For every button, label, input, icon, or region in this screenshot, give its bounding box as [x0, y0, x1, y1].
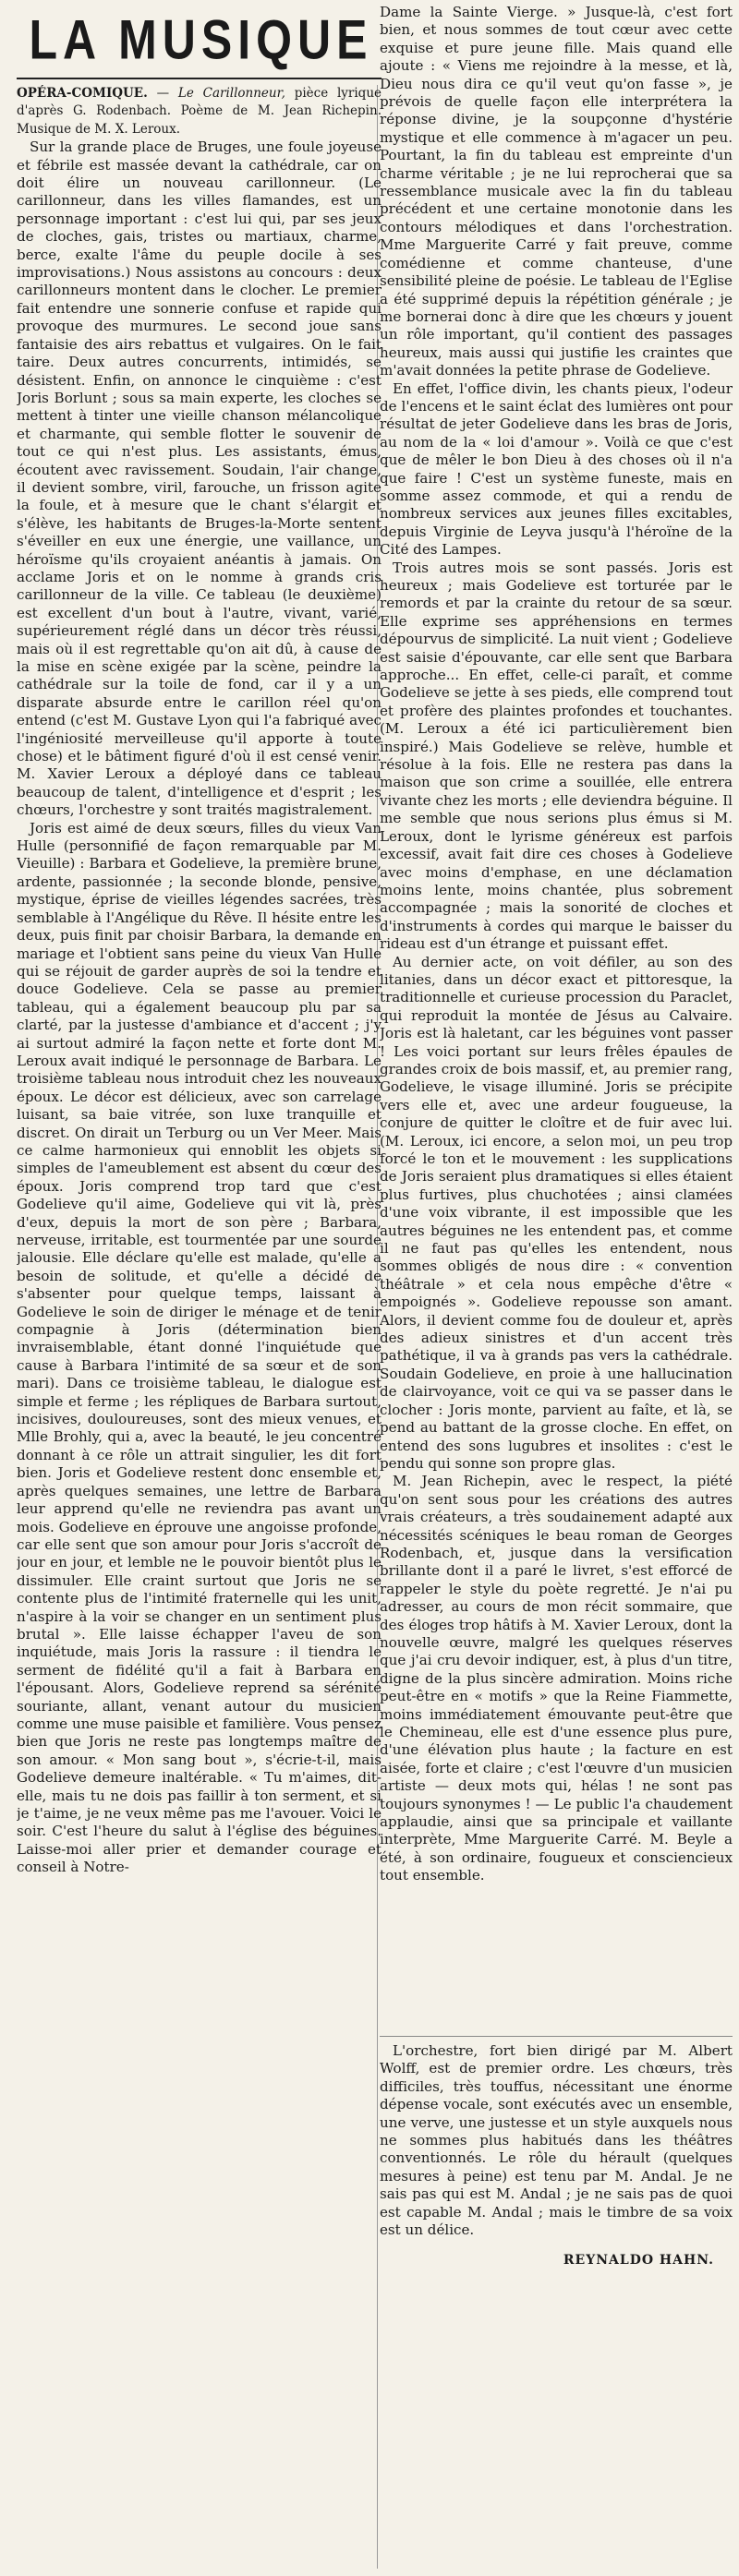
review-paragraph: Sur la grande place de Bruges, une foule joyeuse et fébrile est massée devant la cathédrale, car on doit élire un nouveau carillonneur. (Le carillonneur, dans les villes flamandes, est un personnage important : c'est lui qui, par ses jeux de cloches, gais, tristes ou martiaux, charme, berce, exalte l'âme du peuple docile à ses improvisations.) Nous assistons au concours : deux carillonneurs montent dans le clocher. Le premier fait entendre une sonnerie confuse et rapide qui provoque des murmures. Le second joue sans fantaisie des airs rebattus et vulgaires. On le fait taire. Deux autres concurrents, intimidés, se désistent. Enfin, on annonce le cinquième : c'est Joris Borlunt ; sous sa main experte, les cloches se mettent à tinter une vieille chanson mélancolique et charmante, qui semble flotter le souvenir de tout ce qui n'est plus. Les assistants, émus, écoutent avec ravissement. Soudain, l'air change, il devient sombre, viril, farouche, un frisson agite la foule, et à mesure que le chant s'élargit et s'élève, les habitants de Bruges-la-Morte sentent s'éveiller en eux une énergie, une vaillance, un héroïsme qu'ils croyaient anéantis à jamais. On acclame Joris et on le nomme à grands cris carillonneur de la ville. Ce tableau (le deuxième) est excellent d'un bout à l'autre, vivant, varié, supérieurement réglé dans un décor très réussi, mais où il est regrettable qu'on ait dû, à cause de la mise en scène exigée par la scène, peindre la cathédrale sur la toile de fond, car il y a un disparate absurde entre le carillon réel qu'on entend (c'est M. Gustave Lyon qui l'a fabriqué avec l'ingéniosité merveilleuse qu'il apporte à toute chose) et le bâtiment figuré d'où il est censé venir. M. Xavier Leroux a déployé dans ce tableau beaucoup de talent, d'intelligence et d'esprit ; les chœurs, l'orchestre y sont traités magistralement.	[17, 138, 382, 819]
closing-block	[380, 2042, 733, 2559]
left-column	[17, 85, 382, 2569]
section-rule	[380, 2036, 733, 2037]
review-paragraph: En effet, l'office divin, les chants pieux, l'odeur de l'encens et le saint éclat des lumières ont pour résultat de jeter Godelieve dans les bras de Joris, au nom de la « loi d'amour ». Voilà ce que c'est que de mêler le bon Dieu à des choses où il n'a que faire ! C'est un système funeste, mais en somme assez commode, et qui a rendu de nombreux services aux jeunes filles excitables, depuis Virginie de Leyva jusqu'à l'héroïne de la Cité des Lampes.	[380, 379, 733, 559]
review-paragraph: M. Jean Richepin, avec le respect, la piété qu'on sent sous pour les créations des autres vrais créateurs, a très soudainement adapté aux nécessités scéniques le beau roman de Georges Rodenbach, et, jusque dans la versification brillante dont il a paré le livret, s'est efforcé de rappeler le style du poète regretté. Je n'ai pu adresser, au cours de mon récit sommaire, que des éloges trop hâtifs à M. Xavier Leroux, dont la nouvelle œuvre, malgré les quelques réserves que j'ai cru devoir indiquer, est, à plus d'un titre, digne de la plus sincère admiration. Moins riche peut-être en « motifs » que la Reine Fiammette, moins immédiatement émouvante peut-être que le Chemineau, elle est d'une essence plus pure, d'une élévation plus haute ; la facture en est aisée, forte et claire ; c'est l'œuvre d'un musicien artiste — deux mots qui, hélas ! ne sont pas toujours synonymes ! — Le public l'a chaudement applaudie, ainsi que sa principale et vaillante interprète, Mme Marguerite Carré. M. Beyle a été, à son ordinaire, fougueux et consciencieux tout ensemble.	[380, 1473, 733, 1884]
page-title: LA MUSIQUE	[29, 8, 373, 71]
right-column	[380, 4, 733, 2031]
review-header: OPÉRA-COMIQUE. — Le Carillonneur, pièce lyrique d'après G. Rodenbach. Poème de M. Jean Richepin. Musique de M. X. Leroux.	[17, 86, 382, 137]
review-paragraph: Au dernier acte, on voit défiler, au son des litanies, dans un décor exact et pittoresque, la traditionnelle et curieuse procession du Paraclet, qui reproduit la montée de Jésus au Calvaire. Joris est là haletant, car les béguines vont passer ! Les voici portant sur leurs frêles épaules de grandes croix de bois massif, et, au premier rang, Godelieve, le visage illuminé. Joris se précipite vers elle et, avec une ardeur fougueuse, la conjure de quitter le cloître et de fuir avec lui. (M. Leroux, ici encore, a selon moi, un peu trop forcé le ton et le mouvement : les supplications de Joris seraient plus dramatiques si elles étaient plus furtives, plus chuchotées ; ainsi clamées d'une voix vibrante, il est impossible que les autres béguines ne les entendent pas, et comme il ne faut pas qu'elles les entendent, nous sommes obligés de nous dire : « convention théâtrale » et cela nous empêche d'être « empoignés ». Godelieve repousse son amant. Alors, il devient comme fou de douleur et, après des adieux sinistres et d'un accent très pathétique, il va à grands pas vers la cathédrale. Soudain Godelieve, en proie à une hallucination de clairvoyance, voit ce qui va se passer dans le clocher : Joris monte, parvient au faîte, et là, se pend au battant de la grosse cloche. En effet, on entend des sons lugubres et insolites : c'est le pendu qui sonne son propre glas.	[380, 953, 733, 1472]
review-paragraph: Trois autres mois se sont passés. Joris est heureux ; mais Godelieve est torturée par le remords et par la crainte du retour de sa sœur. Elle exprime ses appréhensions en termes dépourvus de simplicité. La nuit vient ; Godelieve est saisie d'épouvante, car elle sent que Barbara approche... En effet, celle-ci paraît, et comme Godelieve se jette à ses pieds, elle comprend tout et profère des plaintes profondes et touchantes. (M. Leroux a été ici particulièrement bien inspiré.) Mais Godelieve se relève, humble et résolue à la fois. Elle ne restera pas dans la maison que son crime a souillée, elle entrera vivante chez les morts ; elle deviendra béguine. Il me semble que nous serions plus émus si M. Leroux, dont le lyrisme généreux est parfois excessif, avait fait dire ces choses à Godelieve avec moins d'emphase, en une déclamation moins lente, moins chantée, plus sobrement accompagnée ; mais la sonorité de cloches et d'instruments à cordes qui marque le baisser du rideau est d'un étrange et puissant effet.	[380, 559, 733, 953]
author-signature: REYNALDO HAHN.	[563, 2253, 714, 2269]
title-rule	[17, 78, 382, 79]
work-credits: pièce lyrique d'après G. Rodenbach. Poème de M. Jean Richepin. Musique de M. X. Leroux.	[17, 86, 382, 137]
review-paragraph: Dame la Sainte Vierge. » Jusque-là, c'est fort bien, et nous sommes de tout cœur avec cette exquise et pure jeune fille. Mais quand elle ajoute : « Viens me rejoindre à la messe, et là, Dieu nous dira ce qu'il veut qu'on fasse », je prévois de quelle façon elle interprétera la réponse divine, je la soupçonne d'hystérie mystique et elle commence à m'agacer un peu. Pourtant, la fin du tableau est empreinte d'un charme véritable ; je ne lui reprocherai que sa ressemblance musicale avec la fin du tableau précédent et une certaine monotonie dans les contours mélodiques et dans l'orchestration. Mme Marguerite Carré y fait preuve, comme comédienne et comme chanteuse, d'une sensibilité pleine de poésie. Le tableau de l'Eglise a été supprimé depuis la répétition générale ; je me bornerai donc à dire que les chœurs y jouent un rôle important, qu'il contient des passages heureux, mais aussi qui justifie les craintes que m'avait données la petite phrase de Godelieve.	[380, 4, 733, 379]
venue-name: OPÉRA-COMIQUE.	[17, 86, 148, 101]
review-paragraph: Joris est aimé de deux sœurs, filles du vieux Van Hulle (personnifié de façon remarquable par M. Vieuille) : Barbara et Godelieve, la première brune, ardente, passionnée ; la seconde blonde, pensive, mystique, éprise de vieilles légendes sacrées, très semblable à l'Angélique du Rêve. Il hésite entre les deux, puis finit par choisir Barbara, la demande en mariage et l'obtient sans peine du vieux Van Hulle qui se réjouit de garder auprès de soi la tendre et douce Godelieve. Cela se passe au premier tableau, qui a également beaucoup plu par sa clarté, par la justesse d'ambiance et d'accent ; j'y ai surtout admiré la façon nette et forte dont M. Leroux avait indiqué le personnage de Barbara. Le troisième tableau nous introduit chez les nouveaux époux. Le décor est délicieux, avec son carrelage luisant, sa baie vitrée, son luxe tranquille et discret. On dirait un Terburg ou un Ver Meer. Mais ce calme harmonieux qui ennoblit les objets si simples de l'ameublement est absent du cœur des époux. Joris comprend trop tard que c'est Godelieve qu'il aime, Godelieve qui vit là, près d'eux, depuis la mort de son père ; Barbara, nerveuse, irritable, est tourmentée par une sourde jalousie. Elle déclare qu'elle est malade, qu'elle a besoin de solitude, et qu'elle a décidé de s'absenter pour quelque temps, laissant à Godelieve le soin de diriger le ménage et de tenir compagnie à Joris (détermination bien invraisemblable, étant donné l'inquiétude que cause à Barbara l'intimité de sa sœur et de son mari). Dans ce troisième tableau, le dialogue est simple et ferme ; les répliques de Barbara surtout, incisives, douloureuses, sont des mieux venues, et Mlle Brohly, qui a, avec la beauté, le jeu concentré donnant à ce rôle un attrait singulier, les dit fort bien. Joris et Godelieve restent donc ensemble et, après quelques semaines, une lettre de Barbara leur apprend qu'elle ne reviendra pas avant un mois. Godelieve en éprouve une angoisse profonde, car elle sent que son amour pour Joris s'accroît de jour en jour, et lemble ne le pouvoir bientôt plus le dissimuler. Elle craint surtout que Joris ne se contente plus de l'intimité fraternelle qui les unit, n'aspire à la voir se changer en un sentiment plus brutal ». Elle laisse échapper l'aveu de son inquiétude, mais Joris la rassure : il tiendra le serment de fidélité qu'il a fait à Barbara en l'épousant. Alors, Godelieve reprend sa sérénité souriante, allant, venant autour du musicien comme une muse paisible et familière. Vous pensez bien que Joris ne reste pas longtemps maître de son amour. « Mon sang bout », s'écrie-t-il, mais Godelieve demeure inaltérable. « Tu m'aimes, dit-elle, mais tu ne dois pas faillir à ton serment, et si je t'aime, je ne veux même pas me l'avouer. Voici le soir. C'est l'heure du salut à l'église des béguines. Laisse-moi aller prier et demander courage et conseil à Notre-	[17, 819, 382, 1876]
work-title: Le Carillonneur,	[177, 86, 285, 101]
review-paragraph: L'orchestre, fort bien dirigé par M. Albert Wolff, est de premier ordre. Les chœurs, très difficiles, très touffus, nécessitant une énorme dépense vocale, sont exécutés avec un ensemble, une verve, une justesse et un style auxquels nous ne sommes plus habitués dans les théâtres conventionnés. Le rôle du hérault (quelques mesures à peine) est tenu par M. Andal. Je ne sais pas qui est M. Andal ; je ne sais pas de quoi est capable M. Andal ; mais le timbre de sa voix est un délice.	[380, 2042, 733, 2239]
